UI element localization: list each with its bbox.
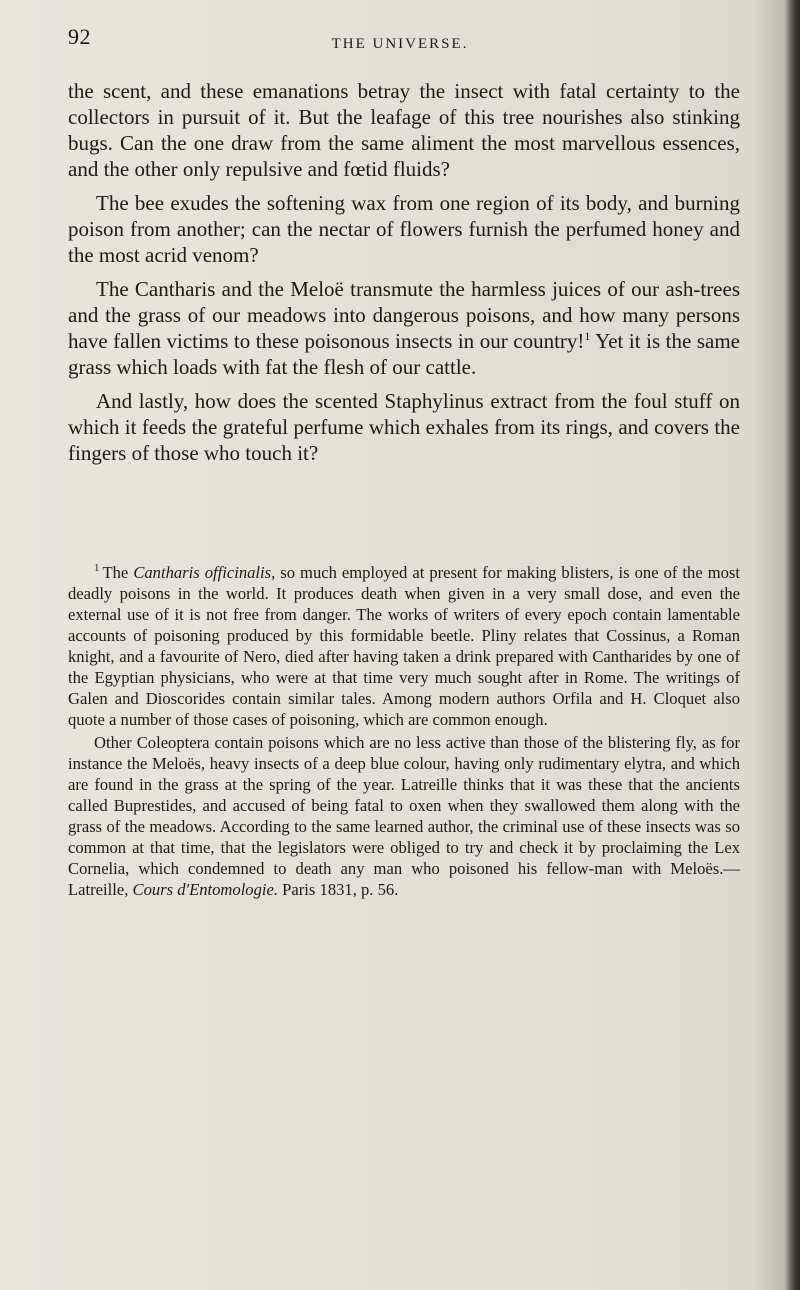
paragraph-1: the scent, and these emanations betray the insect with fatal certainty to the collectors in pursuit of it. But the leafage of this tree nourishes also stinking bugs. Can the one draw from the same aliment the most marvellous essences, and the other only repulsive and fœtid fluids? [68,79,740,181]
paragraph-3-text-cont: Yet it is the same grass which loads with fat the flesh of our cattle. [68,329,740,379]
paragraph-3-text: The Cantharis and the Meloë transmute the harmless juices of our ash-trees and the grass of our meadows into dangerous poisons, and how many persons have fallen victims to these poisonous insects in our country! [68,277,740,353]
footnote-1-text: so much employed at present for making blisters, is one of the most deadly poisons in the world. It produces death when given in a very small dose, and even the external use of it is not free from danger. The works of writers of every epoch contain lamentable accounts of poisoning produced by this formidable beetle. Pliny relates that Cossinus, a Roman knight, and a favourite of Nero, died after having taken a drink prepared with Cantharides by one of the Egyptian physicians, who were at that time very much sought after in Rome. The writings of Galen and Dioscorides contain similar tales. Among modern authors Orfila and H. Cloquet also quote a number of those cases of poisoning, which are common enough. [68,563,740,729]
paragraph-3 [68,276,740,380]
species-name: Cantharis officinalis, [133,563,276,582]
page-edge-shadow [786,0,800,1290]
citation-end: Paris 1831, p. 56. [278,880,399,899]
footnote-2-text: Other Coleoptera contain poisons which are no less active than those of the blistering fly, as for instance the Meloës, heavy insects of a deep blue colour, having only rudimentary elytra, and which are found in the grass at the spring of the year. Latreille thinks that it was these that the ancients called Buprestides, and accused of being fatal to oxen when they swallowed them along with the grass of the meadows. According to the same learned author, the criminal use of these insects was so common at that time, that the legislators were obliged to try and check it by proclaiming the Lex Cornelia, which condemned to death any man who poisoned his fellow-man with Meloës.—Latreille, [68,733,740,899]
footnote-2 [68,732,740,900]
footnote-1-lead: The [102,563,134,582]
footnote-1 [68,562,740,730]
paragraph-2: The bee exudes the softening wax from one region of its body, and burning poison from another; can the nectar of flowers furnish the perfumed honey and the most acrid venom? [68,191,740,267]
footnotes [68,562,740,902]
paragraph-4: And lastly, how does the scented Staphylinus extract from the foul stuff on which it feeds the grateful perfume which exhales from its rings, and covers the fingers of those who touch it? [68,389,740,465]
footnote-mark: 1 [94,562,100,575]
page-number: 92 [68,24,91,49]
citation-title: Cours d'Entomologie. [132,880,279,899]
footnote-reference: 1 [584,329,591,343]
running-title: THE UNIVERSE. [331,36,469,52]
main-text [68,78,740,474]
